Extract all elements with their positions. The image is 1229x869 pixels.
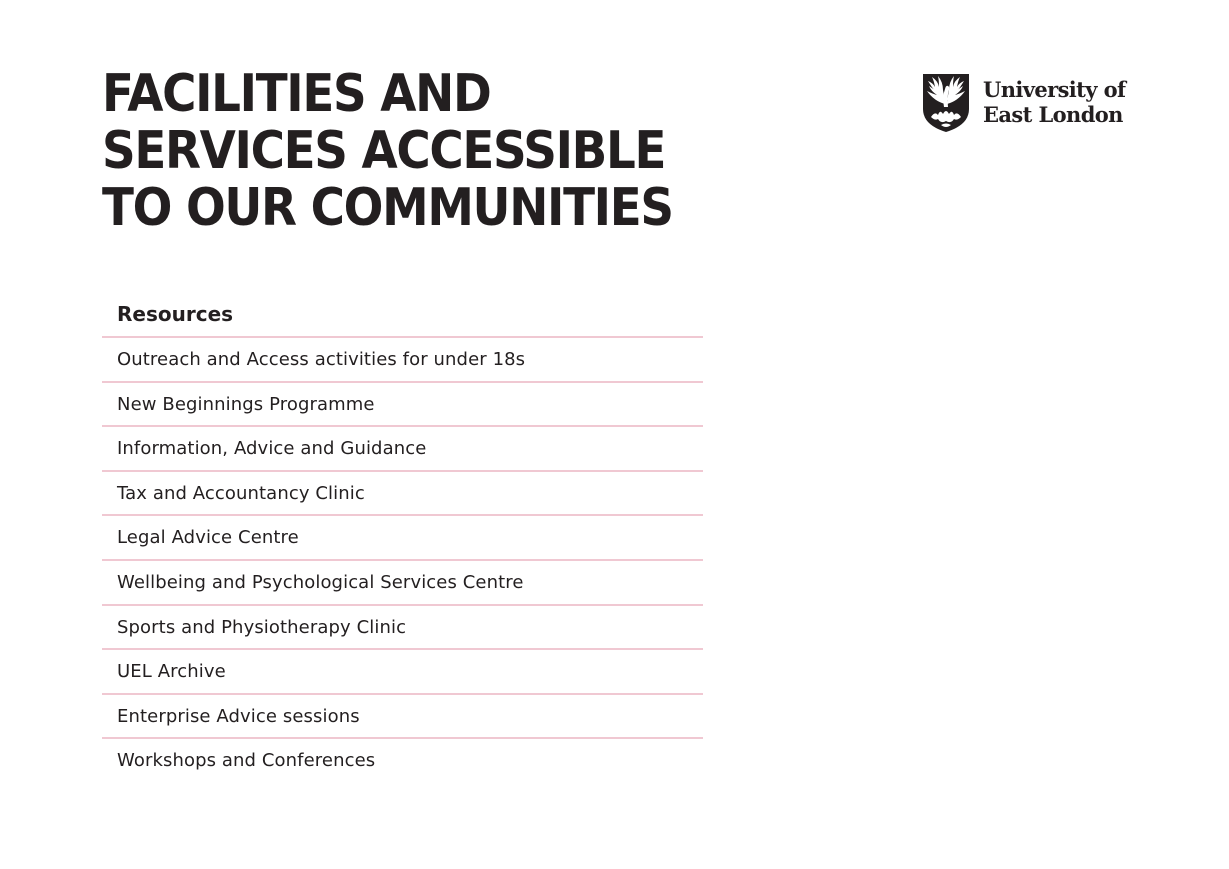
page-title-line: SERVICES ACCESSIBLE bbox=[102, 121, 666, 181]
resources-table bbox=[102, 296, 703, 784]
resource-item: Legal Advice Centre bbox=[102, 516, 703, 561]
resource-item: UEL Archive bbox=[102, 650, 703, 695]
university-name-line1: University of bbox=[983, 77, 1126, 102]
university-logo bbox=[921, 71, 1125, 133]
university-name bbox=[983, 77, 1125, 127]
resources-list bbox=[102, 338, 703, 784]
resource-item: Information, Advice and Guidance bbox=[102, 427, 703, 472]
resource-item: Sports and Physiotherapy Clinic bbox=[102, 606, 703, 651]
resource-item: Wellbeing and Psychological Services Centre bbox=[102, 561, 703, 606]
resource-item: Outreach and Access activities for under 18s bbox=[102, 338, 703, 383]
resource-item: Tax and Accountancy Clinic bbox=[102, 472, 703, 517]
page-title bbox=[102, 66, 742, 237]
resource-item: New Beginnings Programme bbox=[102, 383, 703, 428]
resource-item: Workshops and Conferences bbox=[117, 750, 376, 772]
page-title-line: TO OUR COMMUNITIES bbox=[102, 178, 673, 238]
page-title-line: FACILITIES AND bbox=[102, 64, 491, 124]
university-name-line2: East London bbox=[983, 102, 1123, 127]
resources-heading: Resources bbox=[102, 296, 703, 338]
resource-item: Enterprise Advice sessions bbox=[102, 695, 703, 740]
phoenix-crest-icon bbox=[921, 71, 971, 133]
